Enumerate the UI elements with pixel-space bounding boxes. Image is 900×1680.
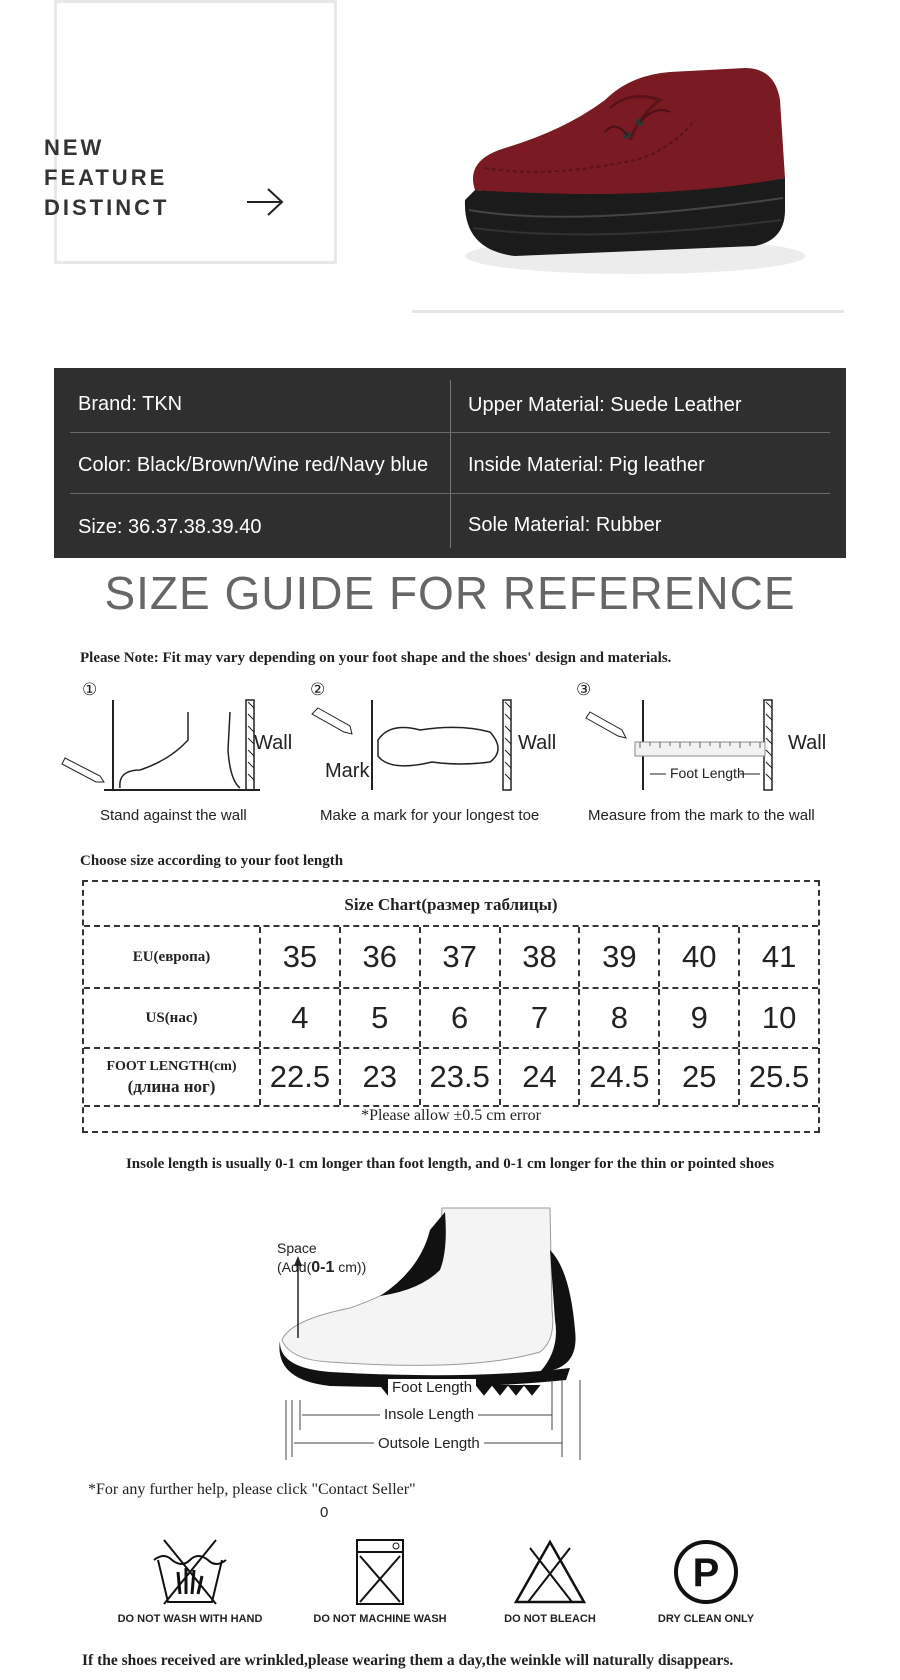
eu-cell: 38 <box>501 927 581 987</box>
us-cell: 7 <box>501 989 581 1047</box>
us-cell: 6 <box>421 989 501 1047</box>
size-chart-title: Size Chart(размер таблицы) <box>84 882 818 927</box>
step-3-wall-label: Wall <box>788 732 827 754</box>
diagram-outsole-length: Outsole Length <box>374 1435 484 1452</box>
us-cell: 4 <box>261 989 341 1047</box>
wrinkle-note: If the shoes received are wrinkled,please wearing them a day,the weinkle will naturally disappears. <box>82 1652 734 1669</box>
eu-cell: 36 <box>341 927 421 987</box>
spec-inside: Inside Material: Pig leather <box>468 454 705 476</box>
care-item-bleach <box>470 1538 630 1625</box>
diagram-insole-length: Insole Length <box>380 1406 478 1423</box>
spec-divider-vertical <box>450 380 451 548</box>
bleach-crossed-icon <box>510 1538 590 1608</box>
step-3-foot-length-label: Foot Length <box>670 765 745 781</box>
eu-cell: 40 <box>660 927 740 987</box>
care-item-machine-wash <box>300 1538 460 1625</box>
foot-length-label-line2: (длина ног) <box>127 1077 216 1096</box>
foot-cell: 24.5 <box>580 1049 660 1105</box>
diagram-foot-length: Foot Length <box>388 1379 476 1396</box>
fit-note: Please Note: Fit may vary depending on your foot shape and the shoes' design and materials. <box>80 650 672 666</box>
foot-cell: 23.5 <box>421 1049 501 1105</box>
spec-divider-1 <box>70 432 830 433</box>
choose-size-heading: Choose size according to your foot length <box>80 853 344 869</box>
feature-line-new: NEW <box>44 135 105 160</box>
feature-line-distinct: DISTINCT <box>44 195 170 220</box>
eu-cell: 39 <box>580 927 660 987</box>
size-chart <box>82 880 820 1133</box>
spec-table <box>54 368 846 558</box>
step-1-caption: Stand against the wall <box>100 807 247 824</box>
dry-clean-p-icon <box>666 1538 746 1608</box>
machine-wash-crossed-icon <box>340 1538 420 1608</box>
step-2-mark-label: Mark <box>325 760 370 782</box>
step-3-caption: Measure from the mark to the wall <box>588 807 815 824</box>
eu-cell: 35 <box>261 927 341 987</box>
size-chart-row-eu <box>84 927 818 989</box>
spec-divider-2 <box>70 493 830 494</box>
foot-cell: 22.5 <box>261 1049 341 1105</box>
foot-length-label <box>84 1049 261 1105</box>
step-1-number: ① <box>82 680 98 699</box>
foot-cell: 23 <box>341 1049 421 1105</box>
spec-color: Color: Black/Brown/Wine red/Navy blue <box>78 454 429 476</box>
size-chart-row-us <box>84 989 818 1049</box>
foot-cell: 25 <box>660 1049 740 1105</box>
size-chart-footnote: *Please allow ±0.5 cm error <box>361 1107 541 1124</box>
foot-cell: 24 <box>501 1049 581 1105</box>
stray-zero: 0 <box>320 1504 329 1521</box>
care-label-machine-wash: DO NOT MACHINE WASH <box>313 1613 447 1625</box>
spec-size: Size: 36.37.38.39.40 <box>78 516 262 538</box>
care-label-dry-clean: DRY CLEAN ONLY <box>657 1613 755 1625</box>
eu-cell: 41 <box>761 939 797 974</box>
step-2-caption: Make a mark for your longest toe <box>320 807 540 824</box>
step-2-wall-label: Wall <box>518 732 557 754</box>
measure-steps-illustration <box>60 690 860 800</box>
arrow-right-icon[interactable] <box>246 187 286 217</box>
space-label: Space <box>277 1240 317 1256</box>
care-item-dry-clean <box>636 1538 776 1625</box>
step-3-number: ③ <box>576 680 592 699</box>
us-label: US(нас) <box>84 989 261 1047</box>
care-item-hand-wash <box>110 1538 270 1625</box>
svg-text:P: P <box>692 1551 720 1595</box>
us-cell: 9 <box>660 989 740 1047</box>
contact-seller-help[interactable]: *For any further help, please click "Contact Seller" <box>88 1481 416 1498</box>
space-add-prefix: (Add( <box>277 1259 312 1275</box>
eu-label: EU(европа) <box>84 927 261 987</box>
us-cell: 10 <box>761 1000 797 1035</box>
insole-note: Insole length is usually 0-1 cm longer than foot length, and 0-1 cm longer for the thin or pointed shoes <box>125 1156 775 1172</box>
foot-length-label-line1: FOOT LENGTH(cm) <box>106 1059 237 1074</box>
foot-cell: 25.5 <box>748 1059 810 1094</box>
spec-upper: Upper Material: Suede Leather <box>468 394 742 416</box>
us-cell: 5 <box>341 989 421 1047</box>
spec-brand: Brand: TKN <box>78 393 183 415</box>
feature-text <box>44 133 169 223</box>
us-cell: 8 <box>580 989 660 1047</box>
shelf-line <box>412 310 844 313</box>
space-add-value: 0-1 <box>311 1259 335 1276</box>
spec-sole: Sole Material: Rubber <box>468 514 662 536</box>
size-chart-row-foot <box>84 1049 818 1107</box>
care-label-bleach: DO NOT BLEACH <box>504 1613 596 1625</box>
space-add-label <box>277 1259 366 1277</box>
product-shoe-image <box>455 60 815 280</box>
eu-cell: 37 <box>421 927 501 987</box>
size-guide-title: SIZE GUIDE FOR REFERENCE <box>104 567 796 619</box>
feature-line-feature: FEATURE <box>44 165 168 190</box>
care-label-hand-wash: DO NOT WASH WITH HAND <box>117 1613 263 1625</box>
space-add-suffix: cm)) <box>334 1259 367 1275</box>
feature-box <box>54 0 337 264</box>
step-2-number: ② <box>310 680 326 699</box>
step-1-wall-label: Wall <box>254 732 293 754</box>
hand-wash-crossed-icon <box>150 1538 230 1608</box>
